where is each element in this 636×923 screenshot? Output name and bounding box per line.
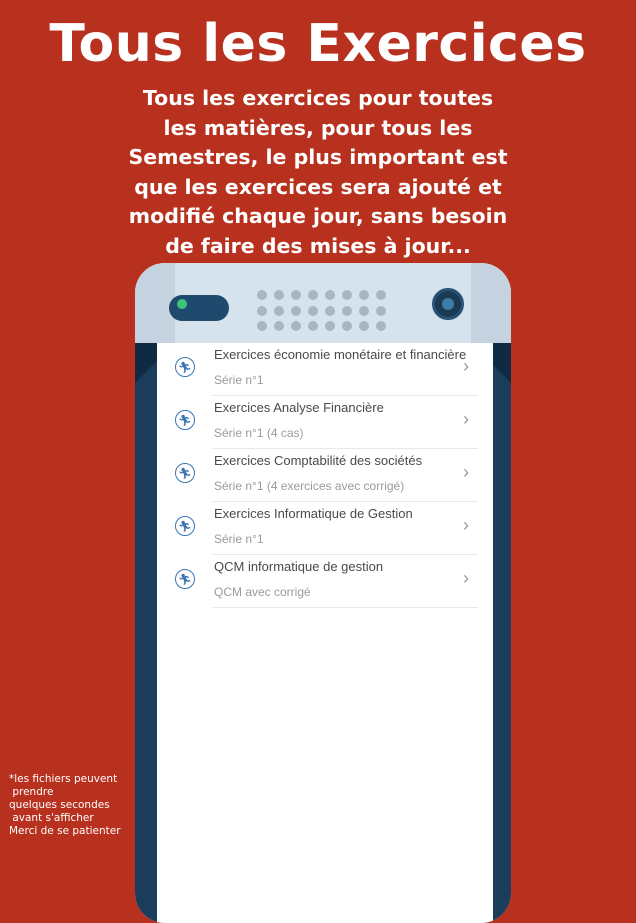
footnote-line: avant s'afficher [9, 812, 94, 824]
promo-line: les matières, pour tous les [163, 115, 473, 140]
list-item-subtitle: Série n°1 [214, 532, 264, 546]
chevron-right-icon: › [463, 462, 469, 482]
bezel-shade-right [471, 263, 511, 343]
promo-line: Semestres, le plus important est [128, 145, 508, 169]
promo-line: de faire des mises à jour... [165, 233, 471, 258]
list-item-subtitle: Série n°1 (4 exercices avec corrigé) [214, 479, 405, 493]
chevron-right-icon: › [463, 568, 469, 588]
list-item[interactable] [157, 502, 493, 555]
footnote-line: *les fichiers peuvent [9, 773, 118, 785]
person-run-icon: 🏃︎ [175, 516, 195, 536]
loading-footnote [9, 773, 149, 838]
person-run-icon: 🏃︎ [175, 410, 195, 430]
list-item[interactable] [157, 343, 493, 396]
footnote-line: quelques secondes [9, 799, 110, 811]
phone-top-bezel [135, 263, 511, 343]
front-camera [432, 288, 464, 320]
list-item[interactable] [157, 449, 493, 502]
speaker-grille [257, 290, 391, 332]
chevron-right-icon: › [463, 356, 469, 376]
list-item-subtitle: QCM avec corrigé [214, 585, 311, 599]
promo-line: que les exercices sera ajouté et [134, 174, 502, 199]
footnote-line: Merci de se patienter [9, 825, 121, 837]
list-item-title: Exercices Analyse Financière [214, 400, 384, 415]
list-item-title: Exercices Comptabilité des sociétés [214, 453, 423, 468]
list-item-subtitle: Série n°1 [214, 373, 264, 387]
app-screen [157, 343, 493, 923]
person-run-icon: 🏃︎ [175, 569, 195, 589]
chevron-right-icon: › [463, 409, 469, 429]
person-run-icon: 🏃︎ [175, 357, 195, 377]
phone-mockup [135, 263, 511, 923]
footnote-line: prendre [9, 786, 54, 798]
promo-title: Tous les Exercices [49, 14, 587, 74]
promo-description [90, 84, 546, 261]
list-item[interactable] [157, 396, 493, 449]
list-item-subtitle: Série n°1 (4 cas) [214, 426, 304, 440]
chevron-right-icon: › [463, 515, 469, 535]
list-item-title: Exercices économie monétaire et financière [214, 347, 467, 362]
list-item-title: Exercices Informatique de Gestion [214, 506, 413, 521]
person-run-icon: 🏃︎ [175, 463, 195, 483]
promo-line: modifié chaque jour, sans besoin [128, 204, 508, 228]
divider [212, 607, 478, 608]
promo-line: Tous les exercices pour toutes [142, 86, 494, 110]
list-item[interactable] [157, 555, 493, 608]
list-item-title: QCM informatique de gestion [214, 559, 384, 574]
notification-led [177, 299, 187, 309]
